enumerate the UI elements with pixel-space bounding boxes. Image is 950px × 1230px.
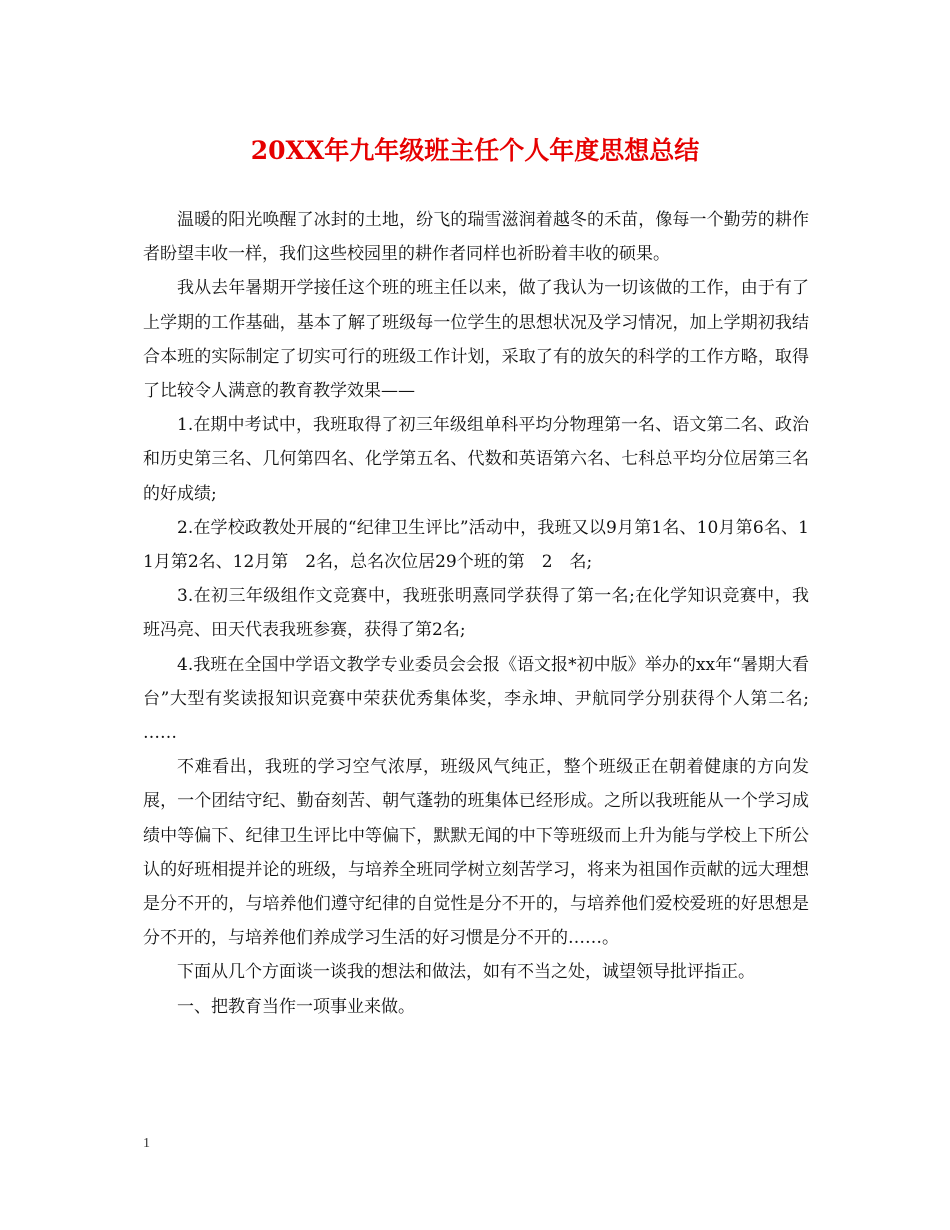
document-body [143, 203, 826, 1024]
section-heading-1: 一、把教育当作一项事业来做。 [177, 996, 415, 1017]
paragraph-intro: 温暖的阳光唤醒了冰封的土地，纷飞的瑞雪滋润着越冬的禾苗，像每一个勤劳的耕作者盼望丰收一样，我们这些校园里的耕作者同样也祈盼着丰收的硕果。 [143, 210, 809, 265]
paragraph-analysis: 不难看出，我班的学习空气浓厚，班级风气纯正，整个班级正在朝着健康的方向发展，一个团结守纪、勤奋刻苦、朝气蓬勃的班集体已经形成。之所以我班能从一个学习成绩中等偏下、纪律卫生评比中等偏下，默默无闻的中下等班级而上升为能与学校上下所公认的好班相提并论的班级，与培养全班同学树立刻苦学习，将来为祖国作贡献的远大理想是分不开的，与培养他们遵守纪律的自觉性是分不开的，与培养他们爱校爱班的好思想是分不开的，与培养他们养成学习生活的好习惯是分不开的……。 [143, 757, 809, 949]
page-number: 1 [143, 1136, 150, 1151]
paragraph-achievement-4: 4.我班在全国中学语文教学专业委员会会报《语文报*初中版》举办的xx年“暑期大看台”大型有奖读报知识竞赛中荣获优秀集体奖，李永坤、尹航同学分别获得个人第二名; …… [143, 654, 826, 744]
paragraph-achievement-3: 3.在初三年级组作文竞赛中，我班张明熹同学获得了第一名;在化学知识竞赛中，我班冯亮、田天代表我班参赛，获得了第2名; [143, 586, 809, 641]
paragraph-achievement-1: 1.在期中考试中，我班取得了初三年级组单科平均分物理第一名、语文第二名、政治和历史第三名、几何第四名、化学第五名、代数和英语第六名、七科总平均分位居第三名的好成绩; [143, 415, 809, 504]
document-title: 20XX年九年级班主任个人年度思想总结 [250, 136, 700, 165]
paragraph-overview: 我从去年暑期开学接任这个班的班主任以来，做了我认为一切该做的工作，由于有了上学期的工作基础，基本了解了班级每一位学生的思想状况及学习情况，加上学期初我结合本班的实际制定了切实可行的班级工作计划，采取了有的放矢的科学的工作方略，取得了比较令人满意的教育教学效果—— [143, 278, 809, 402]
paragraph-achievement-2: 2.在学校政教处开展的“纪律卫生评比”活动中，我班又以9月第1名、10月第6名、11月第2名、12月第 2名，总名次位居29个班的第 2 名; [143, 517, 809, 573]
paragraph-transition: 下面从几个方面谈一谈我的想法和做法，如有不当之处，诚望领导批评指正。 [177, 962, 755, 983]
